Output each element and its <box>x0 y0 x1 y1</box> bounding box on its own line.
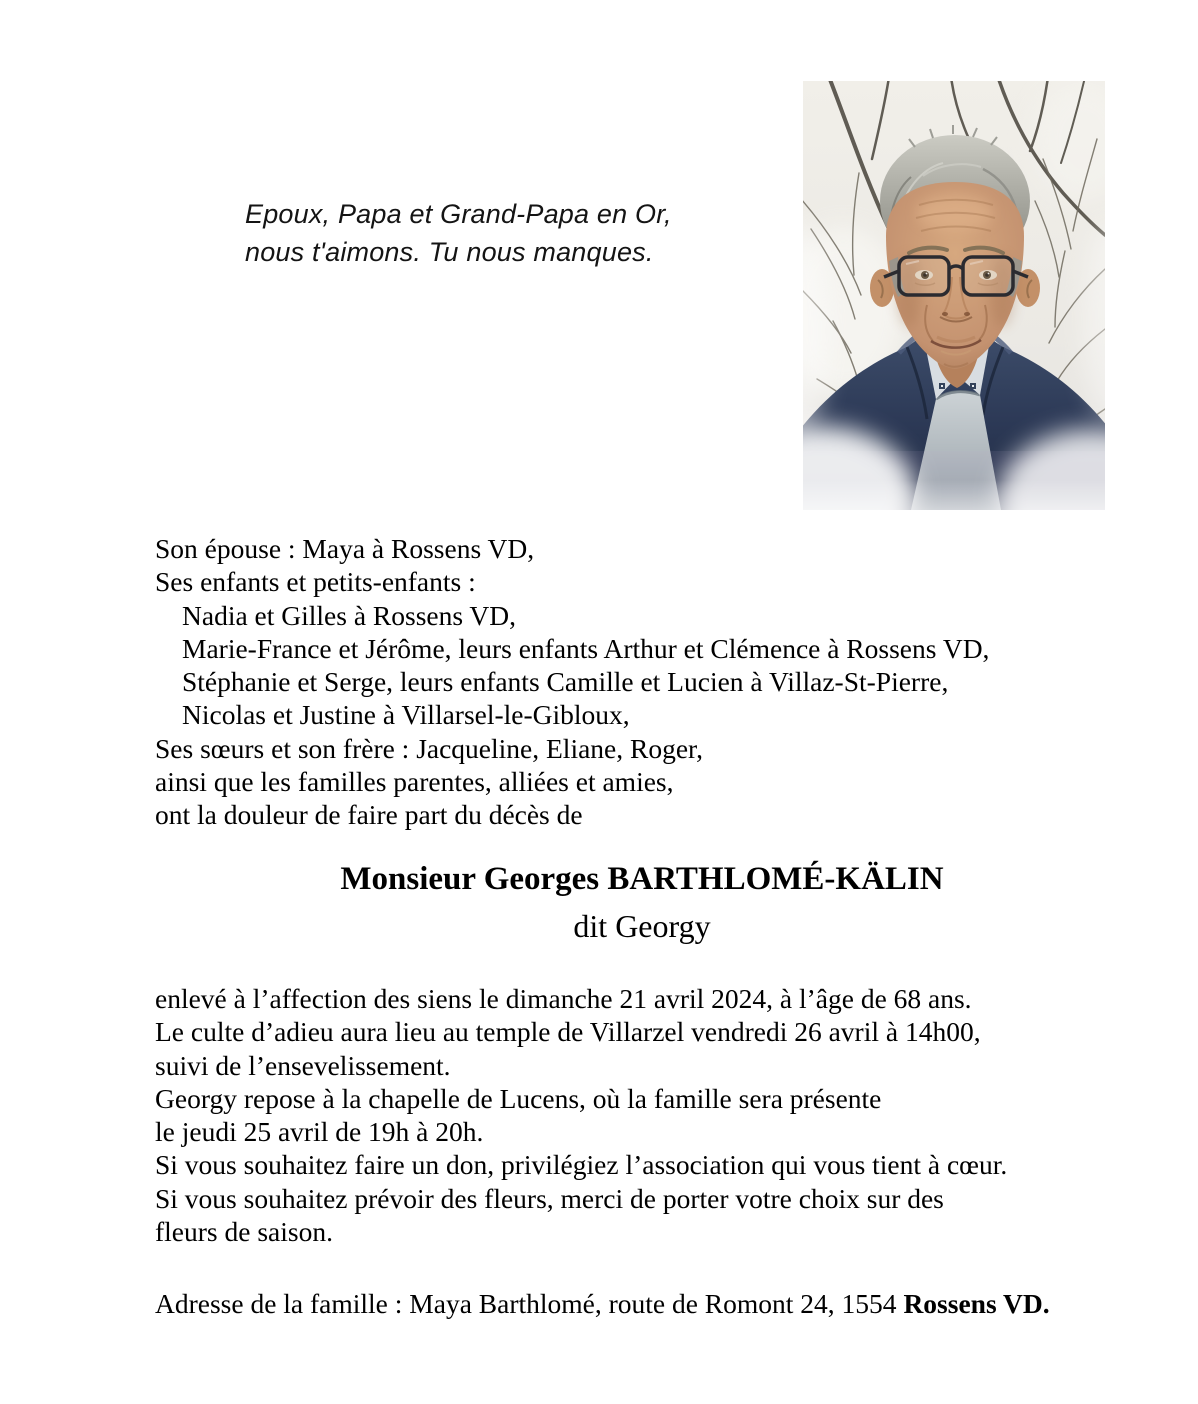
family-list <box>155 532 989 832</box>
family-line-child-1: Nadia et Gilles à Rossens VD, <box>182 599 517 631</box>
family-line-child-2: Marie-France et Jérôme, leurs enfants Arthur et Clémence à Rossens VD, <box>182 632 990 664</box>
family-line-relatives: ainsi que les familles parentes, alliées et amies, <box>155 766 674 798</box>
family-line-children-header: Ses enfants et petits-enfants : <box>155 566 476 598</box>
family-line-child-4: Nicolas et Justine à Villarsel-le-Gibloux, <box>182 699 630 731</box>
body-line-flowers-1: Si vous souhaitez prévoir des fleurs, merci de porter votre choix sur des <box>155 1182 944 1214</box>
deceased-title <box>160 856 1124 950</box>
family-address <box>155 1287 1050 1320</box>
body-line-chapel: Georgy repose à la chapelle de Lucens, où la famille sera présente <box>155 1082 882 1114</box>
memorial-quote-line2: nous t'aimons. Tu nous manques. <box>245 237 654 267</box>
family-line-spouse: Son épouse : Maya à Rossens VD, <box>155 533 535 564</box>
deceased-name: Monsieur Georges BARTHLOMÉ-KÄLIN <box>340 861 944 897</box>
portrait-photo-illustration <box>803 81 1105 510</box>
family-line-child-3: Stéphanie et Serge, leurs enfants Camille et Lucien à Villaz-St-Pierre, <box>182 666 949 698</box>
family-address-locality: Rossens VD. <box>903 1288 1050 1319</box>
family-line-siblings: Ses sœurs et son frère : Jacqueline, Eliane, Roger, <box>155 732 703 764</box>
body-line-visit-hours: le jeudi 25 avril de 19h à 20h. <box>155 1116 484 1148</box>
body-line-donation: Si vous souhaitez faire un don, privilégiez l’association qui vous tient à cœur. <box>155 1149 1008 1181</box>
family-address-text: Adresse de la famille : Maya Barthlomé, route de Romont 24, 1554 <box>155 1288 904 1319</box>
body-line-burial: suivi de l’ensevelissement. <box>155 1049 451 1081</box>
memorial-quote-line1: Epoux, Papa et Grand-Papa en Or, <box>245 199 672 229</box>
body-line-death: enlevé à l’affection des siens le dimanche 21 avril 2024, à l’âge de 68 ans. <box>155 983 972 1014</box>
body-line-flowers-2: fleurs de saison. <box>155 1216 333 1248</box>
portrait-photo <box>803 81 1105 510</box>
announcement-body <box>155 982 1007 1248</box>
memorial-quote <box>245 195 672 271</box>
deceased-nickname: dit Georgy <box>573 908 711 944</box>
family-line-announcement: ont la douleur de faire part du décès de <box>155 799 583 831</box>
body-line-service: Le culte d’adieu aura lieu au temple de Villarzel vendredi 26 avril à 14h00, <box>155 1016 981 1048</box>
